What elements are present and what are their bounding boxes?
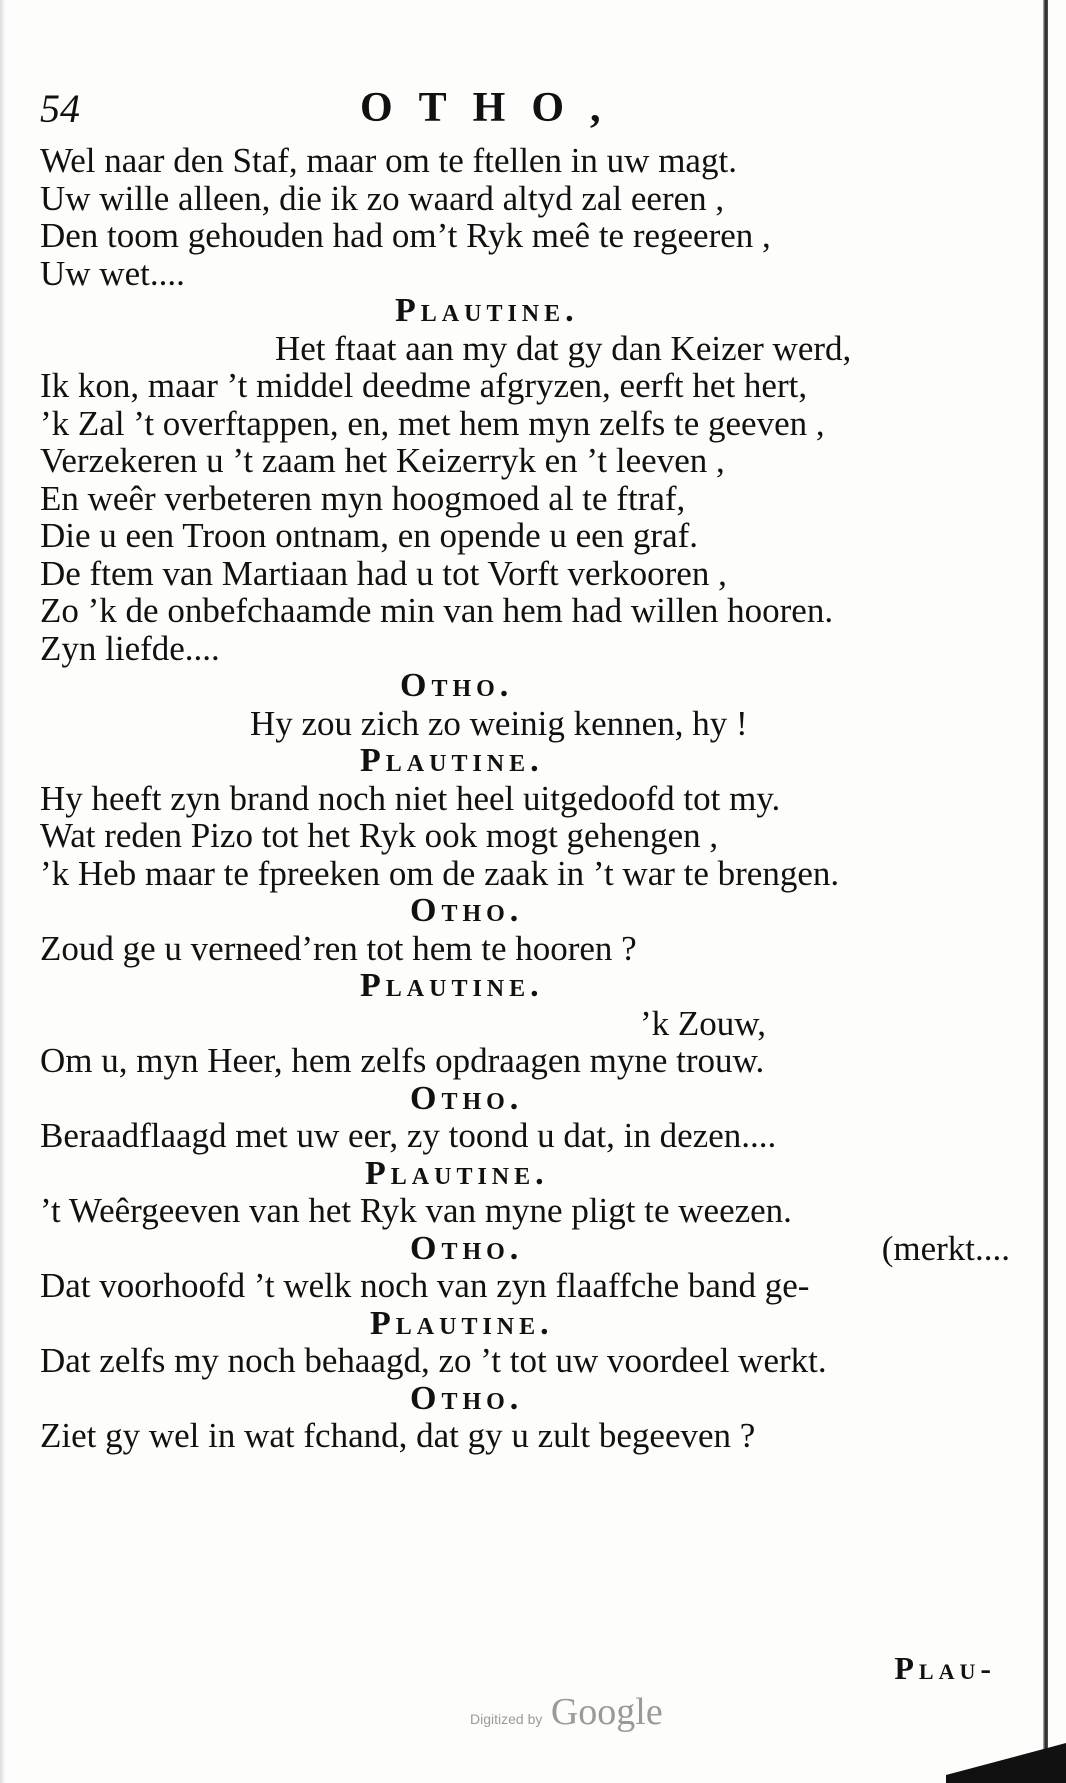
watermark-prefix: Digitized by — [470, 1711, 543, 1727]
speaker-name: Otho. — [410, 1079, 524, 1117]
digitization-watermark — [470, 1690, 663, 1734]
verse-row — [40, 555, 1010, 593]
verse-line: Dat zelfs my noch behaagd, zo ’t tot uw voordeel werkt. — [40, 1341, 827, 1380]
verse-row — [40, 630, 1010, 668]
speaker-name: Otho. — [410, 892, 524, 929]
verse-line: ’k Zal ’t overftappen, en, met hem myn zelfs te geeven , — [40, 403, 825, 443]
speaker-name: Otho. — [410, 1229, 524, 1267]
verse-line: Uw wet.... — [40, 253, 185, 293]
verse-row — [40, 1417, 1010, 1455]
verse-row — [40, 855, 1010, 893]
page-header — [40, 85, 1010, 142]
verse-line: Ziet gy wel in wat fchand, dat gy u zult begeeven ? — [40, 1416, 756, 1455]
speaker-row — [40, 1305, 1010, 1343]
verse-line: ’t Weêrgeeven van het Ryk van myne pligt te weezen. — [40, 1191, 792, 1230]
verse-row — [40, 1005, 1010, 1043]
verse-line: Verzekeren u ’t zaam het Keizerryk en ’t leeven , — [40, 441, 725, 480]
speaker-name: Plautine. — [360, 967, 544, 1004]
verse-row — [40, 405, 1010, 443]
verse-row — [40, 705, 1010, 743]
verse-line: ’k Zouw, — [640, 1003, 767, 1043]
verse-row — [40, 330, 1010, 368]
verse-line: Wel naar den Staf, maar om te ftellen in uw magt. — [40, 141, 737, 180]
verse-row — [40, 180, 1010, 218]
verse-row — [40, 592, 1010, 630]
verse-line: De ftem van Martiaan had u tot Vorft verkooren , — [40, 553, 727, 593]
verse-row — [40, 1342, 1010, 1380]
verse-line: Beraadflaagd met uw eer, zy toond u dat, in dezen.... — [40, 1116, 777, 1155]
verse-line: Die u een Troon ontnam, en opende u een graf. — [40, 516, 699, 555]
verse-line: Wat reden Pizo tot het Ryk ook mogt gehengen , — [40, 816, 719, 855]
verse-row — [40, 1117, 1010, 1155]
verse-line: En weêr verbeteren myn hoogmoed al te ftraf, — [40, 478, 686, 518]
page-binding-edge — [1043, 0, 1048, 1783]
verse-row — [40, 442, 1010, 480]
verse-line: Het ftaat aan my dat gy dan Keizer werd, — [275, 328, 852, 368]
speaker-row — [40, 1155, 1010, 1193]
watermark-brand: Google — [550, 1691, 663, 1733]
verse-line: Om u, myn Heer, hem zelfs opdraagen myne trouw. — [40, 1041, 765, 1080]
page-corner-shadow — [946, 1743, 1066, 1783]
speaker-name: Plautine. — [360, 742, 544, 779]
verse-row — [40, 780, 1010, 818]
speaker-row — [40, 1080, 1010, 1118]
verse-row — [40, 480, 1010, 518]
speaker-name: Plautine. — [370, 1304, 554, 1342]
verse-row — [40, 1267, 1010, 1305]
verse-row — [40, 142, 1010, 180]
verse-row — [40, 1042, 1010, 1080]
stage-direction: (merkt.... — [881, 1228, 1010, 1268]
verse-row — [40, 817, 1010, 855]
verse-row — [40, 367, 1010, 405]
verse-line: Zo ’k de onbefchaamde min van hem had willen hooren. — [40, 591, 834, 630]
verse-line: Zoud ge u verneed’ren tot hem te hooren ? — [40, 928, 637, 968]
verse-line: Den toom gehouden had om’t Ryk meê te regeeren , — [40, 216, 771, 255]
speaker-row — [40, 967, 1010, 1005]
verse-row — [40, 255, 1010, 293]
speaker-row — [40, 1230, 1010, 1268]
verse-line: Hy zou zich zo weinig kennen, hy ! — [250, 703, 748, 743]
verse-line: ’k Heb maar te fpreeken om de zaak in ’t war te brengen. — [40, 853, 840, 893]
speaker-row — [40, 742, 1010, 780]
page-number: 54 — [40, 86, 80, 131]
speaker-name: Otho. — [400, 667, 514, 704]
speaker-row — [40, 1380, 1010, 1418]
speaker-row — [40, 892, 1010, 930]
speaker-row — [40, 292, 1010, 330]
verse-row — [40, 1192, 1010, 1230]
speaker-row — [40, 667, 1010, 705]
verse-line: Hy heeft zyn brand noch niet heel uitgedoofd tot my. — [40, 778, 781, 818]
verse-line: Uw wille alleen, die ik zo waard altyd zal eeren , — [40, 178, 725, 218]
speaker-name: Otho. — [410, 1379, 524, 1417]
running-title: OTHO, — [360, 85, 627, 131]
verse-line: Zyn liefde.... — [40, 628, 220, 668]
text-block — [40, 85, 1010, 1455]
verse-row — [40, 217, 1010, 255]
verse-line: Dat voorhoofd ’t welk noch van zyn flaaffche band ge- — [40, 1266, 810, 1305]
verse-row — [40, 517, 1010, 555]
verse-row — [40, 930, 1010, 968]
catchword: Plau- — [894, 1650, 996, 1686]
speaker-name: Plautine. — [395, 292, 579, 329]
page-left-edge — [0, 0, 6, 1783]
speaker-name: Plautine. — [365, 1154, 549, 1192]
verse-line: Ik kon, maar ’t middel deedme afgryzen, eerft het hert, — [40, 366, 808, 405]
